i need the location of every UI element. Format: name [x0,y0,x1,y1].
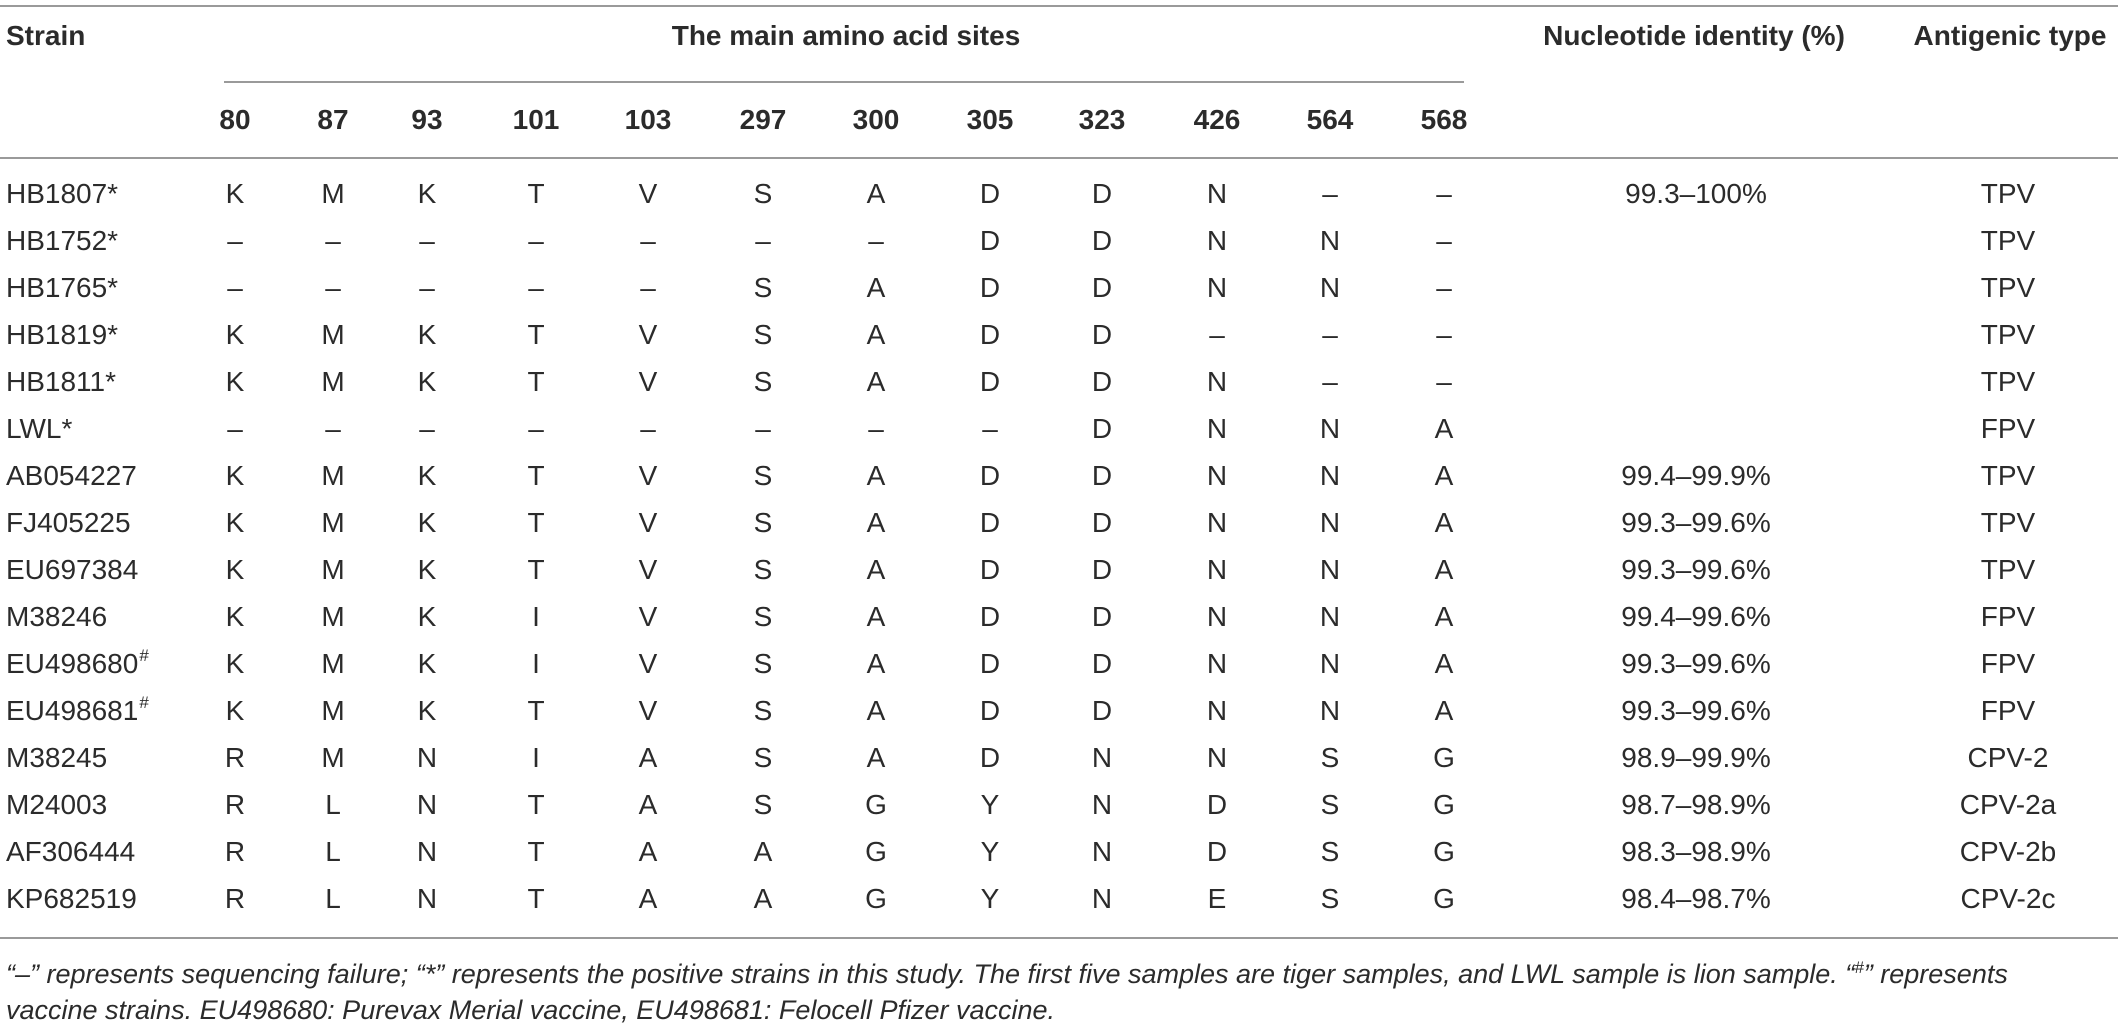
strain-cell [6,875,137,922]
strain-name: HB1819* [6,319,119,350]
site-header: 80 [219,104,251,135]
site-cell: K [225,695,245,726]
identity-cell [1546,405,1846,452]
table-row [0,452,2118,499]
site-cell: S [753,695,773,726]
antigenic-type-cell: FPV [1980,413,2036,444]
site-cell: N [1319,695,1341,726]
site-cell: G [1433,883,1455,914]
strain-cell [6,828,135,875]
site-cell: K [225,319,245,350]
site-cell: A [638,836,658,867]
site-cell: A [866,742,886,773]
strain-cell [6,499,131,546]
table-row [0,170,2118,217]
site-cell: S [753,272,773,303]
site-cell: D [979,178,1001,209]
strain-vaccine-mark: # [139,693,149,712]
site-cell: S [753,648,773,679]
identity-cell: 99.3–99.6% [1621,648,1771,679]
site-cell: M [321,507,345,538]
site-cell: D [1091,695,1113,726]
site-cell: A [866,695,886,726]
site-cell: D [1091,648,1113,679]
site-cell: A [866,178,886,209]
antigenic-type-cell: TPV [1980,507,2036,538]
site-cell: M [321,366,345,397]
header-strain: Strain [6,20,86,51]
identity-cell: 98.3–98.9% [1621,836,1771,867]
site-cell: – [982,413,998,444]
antigenic-type-cell: FPV [1980,695,2036,726]
header-sites-group: The main amino acid sites [671,20,1021,51]
site-cell: D [979,648,1001,679]
strain-cell [6,405,72,452]
site-cell: T [527,836,545,867]
site-header: 305 [966,104,1014,135]
site-cell: K [225,601,245,632]
identity-cell: 98.4–98.7% [1621,883,1771,914]
site-cell: A [866,272,886,303]
site-cell: K [417,460,437,491]
identity-cell [1546,264,1846,311]
footnote-text-b: ” represents [1863,959,2008,989]
site-cell: D [1091,507,1113,538]
site-cell: – [1322,178,1338,209]
strain-cell [6,264,118,311]
site-cell: N [416,789,438,820]
site-header: 101 [512,104,560,135]
site-cell: M [321,648,345,679]
site-cell: S [1320,789,1340,820]
site-cell: S [753,742,773,773]
antigenic-type-cell: TPV [1980,225,2036,256]
strain-cell [6,311,118,358]
site-cell: D [979,319,1001,350]
site-cell: T [527,789,545,820]
site-cell: K [417,319,437,350]
header-antigenic-type: Antigenic type [1913,20,2107,51]
site-cell: N [416,883,438,914]
table-row [0,264,2118,311]
table-row [0,217,2118,264]
antigenic-type-cell: TPV [1980,554,2036,585]
site-cell: N [1319,648,1341,679]
site-cell: A [1434,601,1454,632]
antigenic-type-cell: CPV-2 [1967,742,2049,773]
strain-name: AB054227 [6,460,137,491]
site-cell: A [638,883,658,914]
table-row [0,358,2118,405]
antigenic-type-cell: FPV [1980,648,2036,679]
site-cell: – [755,225,771,256]
site-cell: V [638,178,658,209]
table-row [0,875,2118,922]
header-identity: Nucleotide identity (%) [1543,20,1845,51]
identity-cell: 98.9–99.9% [1621,742,1771,773]
site-cell: A [866,648,886,679]
site-cell: – [1322,319,1338,350]
site-header: 564 [1306,104,1354,135]
site-header: 93 [411,104,443,135]
site-cell: – [325,413,341,444]
site-cell: – [1436,366,1452,397]
strain-name: EU697384 [6,554,139,585]
site-cell: G [865,836,887,867]
site-cell: S [1320,742,1340,773]
site-cell: D [979,742,1001,773]
sites-group-rule [224,81,1464,83]
footnote [6,950,2114,1028]
identity-cell: 99.4–99.6% [1621,601,1771,632]
site-cell: N [1206,460,1228,491]
site-cell: N [1206,413,1228,444]
site-cell: R [224,742,246,773]
site-cell: M [321,460,345,491]
site-cell: A [753,883,773,914]
strain-name: KP682519 [6,883,137,914]
strain-name: FJ405225 [6,507,131,538]
site-cell: S [753,554,773,585]
site-cell: E [1207,883,1227,914]
strain-cell [6,546,138,593]
site-cell: D [1091,554,1113,585]
site-cell: A [866,319,886,350]
site-cell: T [527,178,545,209]
site-cell: – [1436,178,1452,209]
identity-cell: 98.7–98.9% [1621,789,1771,820]
site-cell: L [325,789,341,820]
site-cell: A [1434,648,1454,679]
site-cell: M [321,554,345,585]
site-cell: – [755,413,771,444]
site-cell: S [753,601,773,632]
site-cell: N [1206,695,1228,726]
table-row [0,734,2118,781]
top-rule [0,5,2118,7]
site-header: 87 [317,104,349,135]
site-cell: G [1433,742,1455,773]
table-row [0,405,2118,452]
footnote-text-a: “–” represents sequencing failure; “*” represents the positive strains in this study. The first five samples are tiger samples, and LWL sample is lion sample. “ [6,959,1855,989]
site-cell: R [224,883,246,914]
site-cell: N [1091,836,1113,867]
site-cell: D [1091,413,1113,444]
site-cell: Y [980,789,1000,820]
antigenic-type-cell: TPV [1980,178,2036,209]
site-cell: S [753,789,773,820]
antigenic-type-cell: CPV-2b [1959,836,2057,867]
site-cell: T [527,554,545,585]
site-cell: A [866,507,886,538]
site-cell: D [1206,836,1228,867]
site-cell: T [527,883,545,914]
site-cell: G [865,789,887,820]
site-cell: D [1091,272,1113,303]
site-cell: K [417,554,437,585]
strain-name: M24003 [6,789,108,820]
strain-cell [6,170,118,217]
strain-name: HB1811* [6,366,117,397]
site-cell: – [1322,366,1338,397]
site-cell: K [225,366,245,397]
site-cell: N [1206,366,1228,397]
site-cell: T [527,319,545,350]
site-cell: V [638,319,658,350]
site-cell: S [753,319,773,350]
site-cell: N [416,836,438,867]
site-cell: N [1091,789,1113,820]
site-cell: S [753,178,773,209]
site-header: 323 [1078,104,1126,135]
site-cell: A [1434,695,1454,726]
antigenic-type-cell: FPV [1980,601,2036,632]
site-cell: N [1319,601,1341,632]
site-cell: K [225,178,245,209]
site-cell: N [1319,507,1341,538]
identity-cell: 99.4–99.9% [1621,460,1771,491]
site-cell: A [866,366,886,397]
site-cell: A [1434,554,1454,585]
site-cell: D [979,601,1001,632]
site-cell: K [417,178,437,209]
site-cell: – [419,413,435,444]
site-cell: – [868,413,884,444]
site-cell: D [1206,789,1228,820]
site-cell: D [979,225,1001,256]
site-cell: A [638,742,658,773]
identity-cell [1546,358,1846,405]
site-cell: V [638,695,658,726]
antigenic-type-cell: CPV-2c [1960,883,2056,914]
site-cell: N [1206,272,1228,303]
site-cell: I [532,648,540,679]
site-cell: – [419,272,435,303]
site-cell: R [224,789,246,820]
site-cell: S [753,507,773,538]
strain-vaccine-mark: # [139,646,149,665]
site-cell: D [979,460,1001,491]
site-cell: K [225,507,245,538]
site-cell: – [325,225,341,256]
site-cell: D [979,272,1001,303]
identity-cell [1546,217,1846,264]
site-cell: – [227,413,243,444]
site-cell: A [753,836,773,867]
identity-cell [1546,311,1846,358]
site-cell: – [1436,319,1452,350]
footnote-line2: vaccine strains. EU498680: Purevax Merial vaccine, EU498681: Felocell Pfizer vaccine. [6,995,1056,1025]
table-row [0,640,2118,687]
site-cell: N [1206,507,1228,538]
site-cell: K [225,460,245,491]
site-cell: M [321,319,345,350]
antigenic-type-cell: TPV [1980,460,2036,491]
site-header: 426 [1193,104,1241,135]
site-cell: – [325,272,341,303]
site-cell: V [638,554,658,585]
site-header: 103 [624,104,672,135]
site-cell: M [321,601,345,632]
site-cell: – [1436,225,1452,256]
table-row [0,593,2118,640]
table-row [0,828,2118,875]
strain-name: HB1807* [6,178,119,209]
antigenic-type-cell: TPV [1980,272,2036,303]
site-cell: D [1091,225,1113,256]
site-cell: – [227,272,243,303]
site-cell: N [1319,413,1341,444]
strain-cell [6,217,118,264]
antigenic-type-cell: CPV-2a [1959,789,2057,820]
strain-name: AF306444 [6,836,136,867]
site-cell: D [979,507,1001,538]
site-cell: S [1320,883,1340,914]
site-cell: A [866,601,886,632]
site-cell: T [527,507,545,538]
table-row [0,687,2118,734]
site-cell: T [527,460,545,491]
site-cell: – [868,225,884,256]
antigenic-type-cell: TPV [1980,319,2036,350]
strain-cell [6,593,107,640]
strain-cell [6,687,149,734]
site-cell: N [1206,225,1228,256]
site-header: 300 [852,104,900,135]
site-cell: V [638,460,658,491]
site-cell: D [1091,601,1113,632]
site-cell: R [224,836,246,867]
site-cell: D [1091,319,1113,350]
identity-cell: 99.3–99.6% [1621,507,1771,538]
site-cell: K [417,366,437,397]
site-cell: N [1319,554,1341,585]
site-cell: A [638,789,658,820]
table-row [0,546,2118,593]
site-cell: N [1319,460,1341,491]
site-cell: S [753,460,773,491]
footnote-sup: # [1854,958,1864,977]
site-cell: N [1206,742,1228,773]
site-cell: G [1433,789,1455,820]
site-cell: A [1434,507,1454,538]
table-row [0,499,2118,546]
site-cell: K [417,695,437,726]
site-cell: N [1091,742,1113,773]
site-cell: D [979,554,1001,585]
strain-name: EU498681 [6,695,139,726]
site-cell: N [1091,883,1113,914]
site-cell: V [638,601,658,632]
site-cell: A [866,460,886,491]
antigenic-type-cell: TPV [1980,366,2036,397]
site-cell: S [753,366,773,397]
site-cell: T [527,366,545,397]
site-header: 297 [739,104,787,135]
site-cell: M [321,178,345,209]
site-cell: N [1206,554,1228,585]
strain-cell [6,734,107,781]
strain-name: M38245 [6,742,108,773]
strain-name: LWL* [6,413,73,444]
site-cell: K [417,601,437,632]
site-cell: – [640,413,656,444]
site-cell: K [225,648,245,679]
table-row [0,781,2118,828]
site-cell: L [325,883,341,914]
bottom-rule [0,937,2118,939]
site-cell: Y [980,836,1000,867]
strain-cell [6,358,116,405]
site-cell: – [419,225,435,256]
site-cell: T [527,695,545,726]
site-cell: N [1206,648,1228,679]
site-cell: D [1091,178,1113,209]
site-cell: – [528,272,544,303]
site-cell: Y [980,883,1000,914]
site-cell: A [1434,413,1454,444]
identity-cell: 99.3–100% [1625,178,1767,209]
identity-cell: 99.3–99.6% [1621,554,1771,585]
site-cell: – [1209,319,1225,350]
site-cell: – [640,225,656,256]
strain-name: HB1752* [6,225,119,256]
site-cell: V [638,366,658,397]
site-cell: D [979,366,1001,397]
site-cell: D [1091,460,1113,491]
site-cell: D [1091,366,1113,397]
site-cell: M [321,695,345,726]
site-cell: N [1319,272,1341,303]
site-header: 568 [1420,104,1468,135]
site-cell: – [640,272,656,303]
site-cell: S [1320,836,1340,867]
site-cell: A [866,554,886,585]
strain-cell [6,452,137,499]
site-cell: N [1206,601,1228,632]
site-cell: N [1206,178,1228,209]
site-cell: A [1434,460,1454,491]
site-cell: – [1436,272,1452,303]
site-cell: K [417,648,437,679]
identity-cell: 99.3–99.6% [1621,695,1771,726]
site-cell: V [638,507,658,538]
site-cell: V [638,648,658,679]
site-cell: K [225,554,245,585]
site-cell: G [865,883,887,914]
site-cell: I [532,601,540,632]
site-cell: D [979,695,1001,726]
site-cell: N [416,742,438,773]
site-cell: K [417,507,437,538]
site-cell: G [1433,836,1455,867]
header-rule [0,157,2118,159]
strain-name: M38246 [6,601,108,632]
strain-name: HB1765* [6,272,119,303]
site-cell: – [227,225,243,256]
site-cell: – [528,413,544,444]
table-row [0,311,2118,358]
strain-cell [6,640,149,687]
strain-name: EU498680 [6,648,139,679]
site-cell: N [1319,225,1341,256]
site-cell: M [321,742,345,773]
site-cell: L [325,836,341,867]
strain-cell [6,781,107,828]
site-cell: – [528,225,544,256]
site-cell: I [532,742,540,773]
